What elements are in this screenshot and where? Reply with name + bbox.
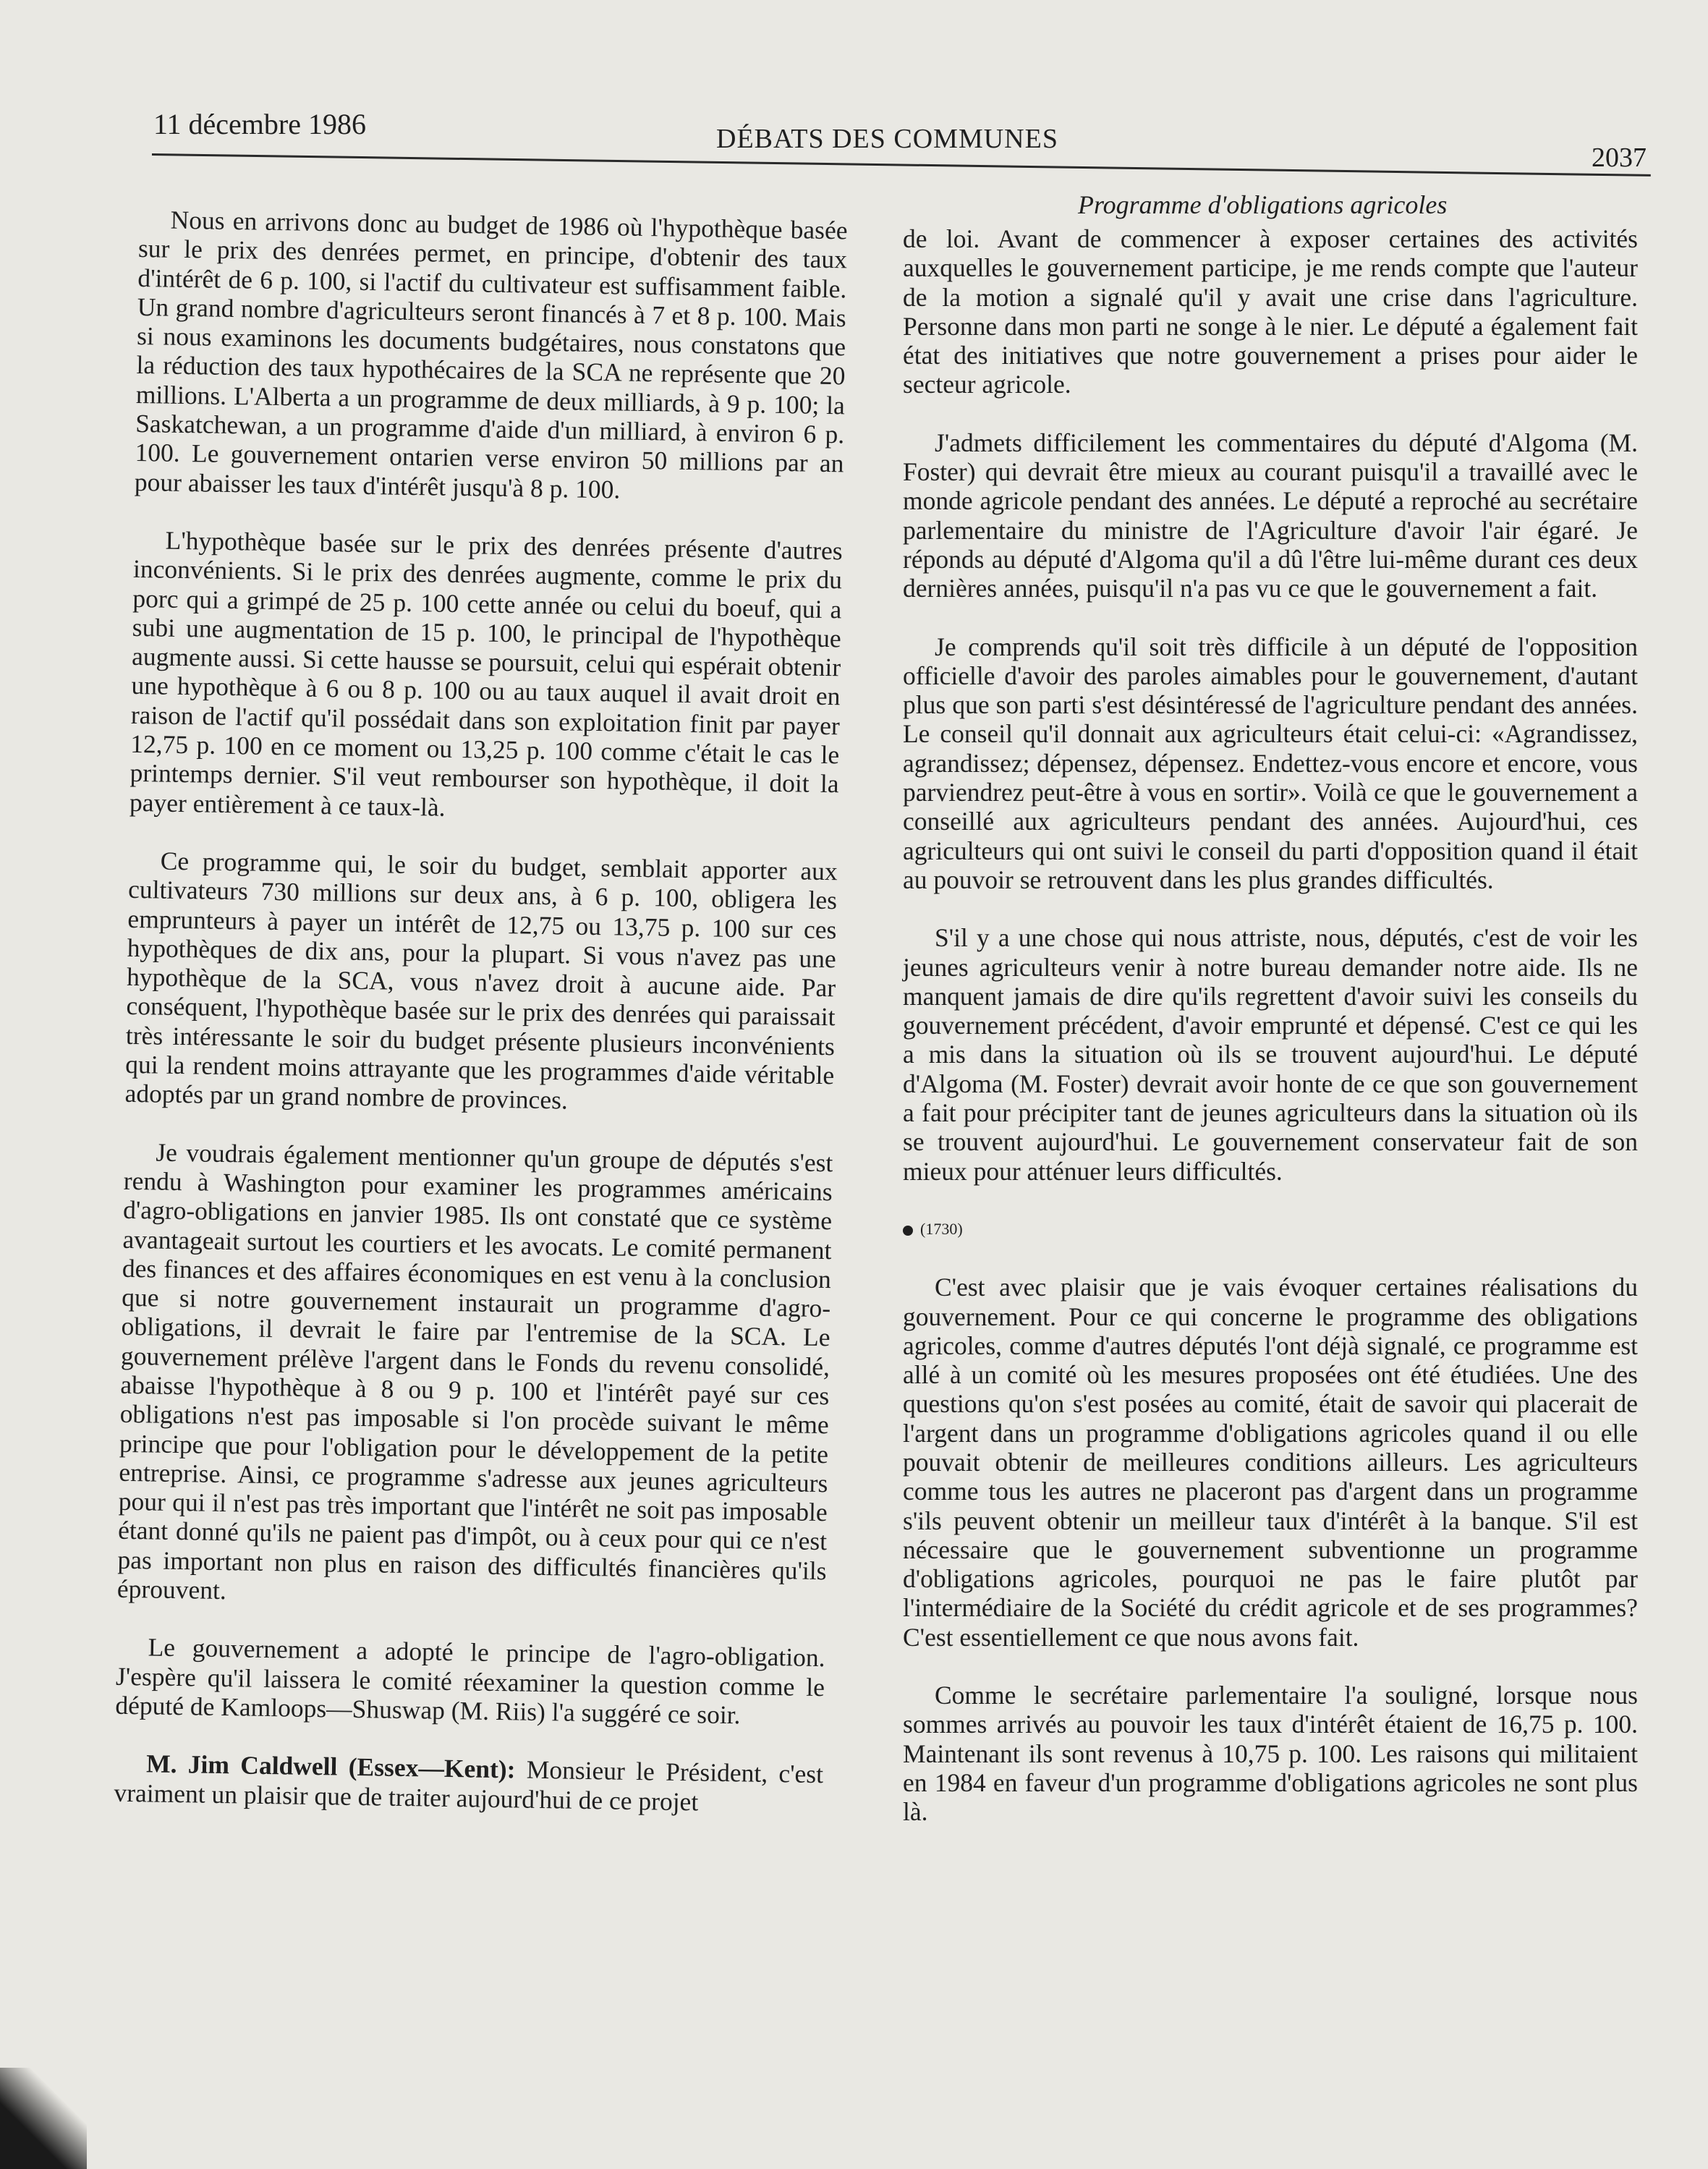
continuation-paragraph: de loi. Avant de commencer à exposer certaines des activités auxquelles le gouvernement participe, je me rends compte que l'auteur de la motion a signalé qu'il y avait une crise dans l'agriculture. Personne dans mon parti ne songe à le nier. Le député a également fait état des initiatives que notre gouvernement a prises pour aider le secteur agricole.	[903, 224, 1638, 399]
time-marker-text: (1730)	[920, 1219, 963, 1238]
paragraph: Comme le secrétaire parlementaire l'a souligné, lorsque nous sommes arrivés au pouvoir les taux d'intérêt étaient de 16,75 p. 100. Maintenant ils sont revenus à 10,75 p. 100. Les raisons qui militaient en 1984 en faveur d'un programme d'obligations agricoles ne sont plus là.	[903, 1681, 1638, 1827]
page-number: 2037	[1592, 143, 1647, 173]
paragraph: Ce programme qui, le soir du budget, semblait apporter aux cultivateurs 730 millions sur deux ans, à 6 p. 100, obligera les emprunteurs à payer un intérêt de 12,75 ou 13,75 p. 100 sur ces hypothèques de dix ans, pour la plupart. Si vous n'avez pas une hypothèque de la SCA, vous n'avez droit à aucune aide. Par conséquent, l'hypothèque basée sur le prix des denrées qui paraissait très intéressante le soir du budget présente plusieurs inconvénients qui la rendent moins attrayante que les programmes d'aide véritable adoptés par un grand nombre de provinces.	[124, 846, 838, 1115]
paragraph: Je voudrais également mentionner qu'un groupe de députés s'est rendu à Washington pour examiner les programmes américains d'agro-obligations en janvier 1985. Ils ont constaté que ce système avantageait surtout les courtiers et les avocats. Le comité permanent des finances et des affaires économiques en est venu à la conclusion que si notre gouvernement instaurait un programme d'agro-obligations, il devrait le faire par l'entremise de la SCA. Le gouvernement prélève l'argent dans le Fonds du revenu consolidé, abaisse l'hypothèque à 8 ou 9 p. 100 et l'intérêt payé sur ces obligations n'est pas imposable si l'on procède suivant le même principe que pour l'obligation pour le développement de la petite entreprise. Ainsi, ce programme s'adresse aux jeunes agriculteurs pour qui il n'est pas très important que l'intérêt ne soit pas imposable étant donné qu'ils ne paient pas d'impôt, ou à ceux pour qui ce n'est pas important non plus en raison des difficultés financières qu'ils éprouvent.	[116, 1137, 833, 1605]
bullet-icon	[903, 1226, 913, 1236]
speaker-text: Monsieur le Président, c'est vraiment un plaisir que de traiter aujourd'hui de ce projet	[114, 1754, 824, 1816]
paragraph: S'il y a une chose qui nous attriste, nous, députés, c'est de voir les jeunes agriculteurs venir à notre bureau demander notre aide. Ils ne manquent jamais de dire qu'ils regrettent d'avoir suivi les conseils du gouvernement précédent, d'avoir emprunté et dépensé. C'est ce qui les a mis dans la situation où ils se trouvent aujourd'hui. Le député d'Algoma (M. Foster) devrait avoir honte de ce que son gouvernement a fait pour précipiter tant de jeunes agriculteurs dans la situation où ils se trouvent aujourd'hui. Le gouvernement conservateur fait de son mieux pour atténuer leurs difficultés.	[903, 923, 1638, 1186]
paragraph: Nous en arrivons donc au budget de 1986 où l'hypothèque basée sur le prix des denrées permet, en principe, d'obtenir des taux d'intérêt de 6 p. 100, si l'actif du cultivateur est suffisamment faible. Un grand nombre d'agriculteurs seront financés à 7 et 8 p. 100. Mais si nous examinons les documents budgétaires, nous constatons que la réduction des taux hypothécaires de la SCA ne représente que 20 millions. L'Alberta a un programme de deux milliards, à 9 p. 100; la Saskatchewan, a un programme d'aide d'un milliard, à environ 6 p. 100. Le gouvernement ontarien verse environ 50 millions par an pour abaisser les taux d'intérêt jusqu'à 8 p. 100.	[134, 205, 848, 504]
paragraph: L'hypothèque basée sur le prix des denrées présente d'autres inconvénients. Si le prix des denrées augmente, comme le prix du porc qui a grimpé de 25 p. 100 cette année ou celui du boeuf, qui a subi une augmentation de 15 p. 100, le principal de l'hypothèque augmente aussi. Si cette hausse se poursuit, celui qui espérait obtenir une hypothèque à 6 ou 8 p. 100 ou au taux auquel il avait droit en raison de l'actif qu'il possédait dans son exploitation finit par payer 12,75 p. 100 en ce moment ou 13,25 p. 100 comme c'était le cas le printemps dernier. S'il veut rembourser son hypothèque, il doit la payer entièrement à ce taux-là.	[129, 525, 843, 822]
speaker-name: M. Jim Caldwell (Essex—Kent):	[145, 1749, 516, 1784]
time-marker	[903, 1215, 1638, 1244]
paragraph: Je comprends qu'il soit très difficile à un député de l'opposition officielle d'avoir des paroles aimables pour le gouvernement, d'autant plus que son parti s'est désintéressé de l'agriculture pendant des années. Le conseil qu'il donnait aux agriculteurs était celui-ci: «Agrandissez, agrandissez; dépensez, dépensez. Endettez-vous encore et encore, vous parviendrez peut-être à vous en sortir». Voilà ce que le gouvernement a conseillé aux agriculteurs pendant des années. Aujourd'hui, ces agriculteurs qui ont suivi le conseil du parti d'opposition quand il était au pouvoir se retrouvent dans les plus grandes difficultés.	[903, 632, 1638, 894]
speaker-paragraph	[114, 1749, 823, 1818]
paragraph: J'admets difficilement les commentaires du député d'Algoma (M. Foster) qui devrait être mieux au courant puisqu'il a travaillé avec le monde agricole pendant des années. Le député a reproché au secrétaire parlementaire du ministre de l'Agriculture d'avoir l'air égaré. Je réponds au député d'Algoma qu'il a dû l'être lui-même durant ces deux dernières années, puisqu'il n'a pas vu ce que le gouvernement a fait.	[903, 428, 1638, 603]
paragraph: Le gouvernement a adopté le principe de l'agro-obligation. J'espère qu'il laissera le comité réexaminer la question comme le député de Kamloops—Shuswap (M. Riis) l'a suggéré ce soir.	[115, 1632, 825, 1730]
right-column	[903, 224, 1638, 1856]
header-title: DÉBATS DES COMMUNES	[716, 124, 1058, 154]
header-rule	[152, 153, 1651, 177]
section-heading: Programme d'obligations agricoles	[1078, 190, 1448, 219]
left-column	[114, 205, 848, 1847]
paragraph: C'est avec plaisir que je vais évoquer certaines réalisations du gouvernement. Pour ce qui concerne le programme des obligations agricoles, comme d'autres députés l'ont déjà signalé, ce programme est allé à un comité où les mesures proposées ont été étudiées. Une des questions qu'on s'est posées au comité, était de savoir qui placerait de l'argent dans un programme d'obligations agricoles quand il ou elle pouvait obtenir de meilleures conditions ailleurs. Les agriculteurs comme tous les autres ne placeront pas d'argent dans un programme s'ils peuvent obtenir un meilleur taux d'intérêt à la banque. S'il est nécessaire que le gouvernement subventionne un programme d'obligations agricoles, pourquoi ne pas le faire plutôt par l'intermédiaire de la Société du crédit agricole et de ses programmes? C'est essentiellement ce que nous avons fait.	[903, 1273, 1638, 1652]
header-date: 11 décembre 1986	[153, 108, 366, 140]
